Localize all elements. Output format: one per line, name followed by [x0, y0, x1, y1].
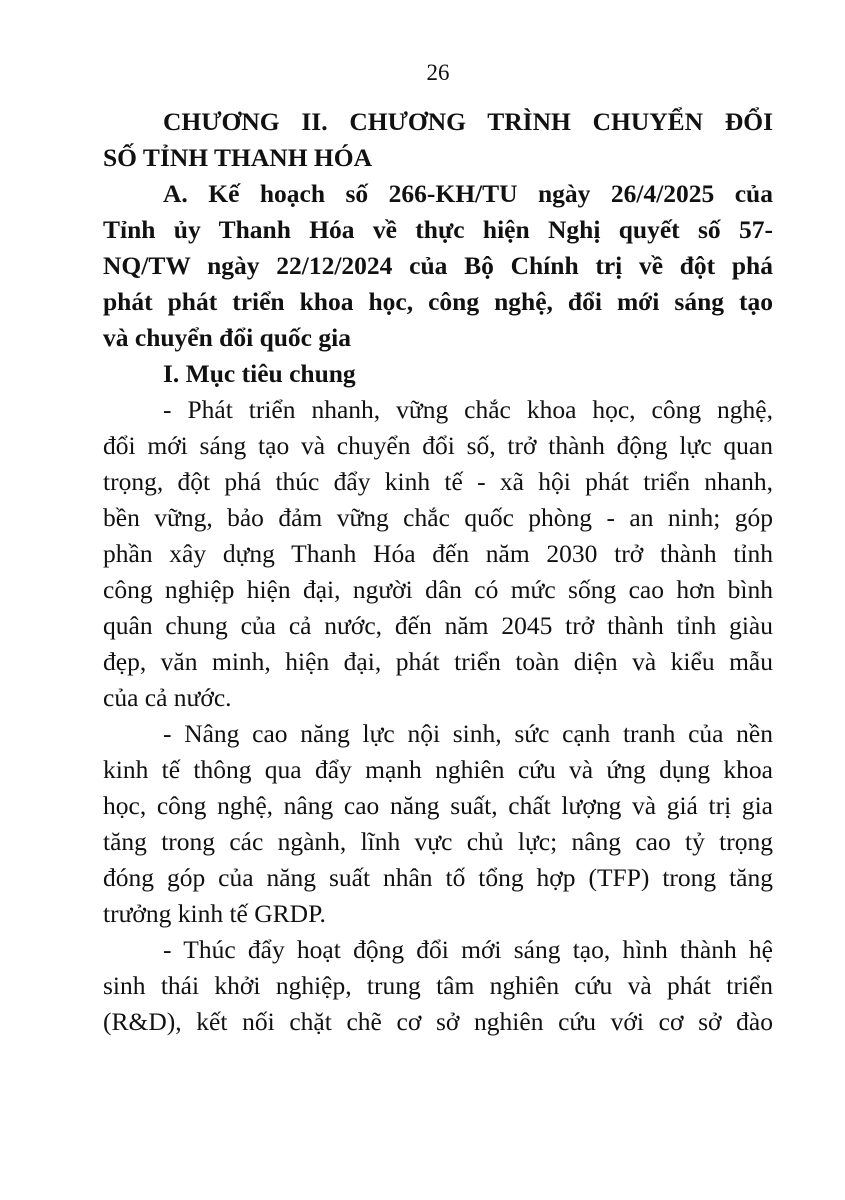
- paragraph: [103, 716, 773, 932]
- paragraph-line: của cả nước.: [103, 683, 232, 712]
- section-heading-line: và chuyển đổi quốc gia: [103, 323, 351, 352]
- section-heading-line: A. Kế hoạch số 266-KH/TU ngày 26/4/2025 của: [163, 179, 773, 208]
- paragraph-line: công nghiệp hiện đại, người dân có mức sống cao hơn bình: [103, 575, 773, 604]
- paragraph-line: - Phát triển nhanh, vững chắc khoa học, công nghệ,: [163, 395, 773, 424]
- chapter-heading-line: SỐ TỈNH THANH HÓA: [103, 143, 372, 172]
- paragraph-line: đóng góp của năng suất nhân tố tổng hợp (TFP) trong tăng: [103, 863, 773, 892]
- section-a-heading: [103, 176, 773, 356]
- paragraph-line: kinh tế thông qua đẩy mạnh nghiên cứu và ứng dụng khoa: [103, 755, 773, 784]
- chapter-heading-line: CHƯƠNG II. CHƯƠNG TRÌNH CHUYỂN ĐỔI: [163, 107, 773, 136]
- paragraph-line: - Nâng cao năng lực nội sinh, sức cạnh tranh của nền: [163, 719, 773, 748]
- section-heading-line: NQ/TW ngày 22/12/2024 của Bộ Chính trị về đột phá: [103, 251, 773, 280]
- page-number: 26: [426, 60, 450, 85]
- paragraph: [103, 392, 773, 716]
- paragraph-line: (R&D), kết nối chặt chẽ cơ sở nghiên cứu với cơ sở đào: [103, 1007, 773, 1036]
- section-heading-line: phát phát triển khoa học, công nghệ, đổi mới sáng tạo: [103, 287, 773, 316]
- document-page: [103, 0, 773, 1200]
- paragraph-line: học, công nghệ, nâng cao năng suất, chất lượng và giá trị gia: [103, 791, 773, 820]
- subsection-heading: I. Mục tiêu chung: [163, 359, 356, 388]
- chapter-heading: [103, 104, 773, 176]
- paragraph-line: - Thúc đẩy hoạt động đổi mới sáng tạo, hình thành hệ: [163, 935, 773, 964]
- paragraph-line: tăng trong các ngành, lĩnh vực chủ lực; nâng cao tỷ trọng: [103, 827, 773, 856]
- paragraph-line: quân chung của cả nước, đến năm 2045 trở thành tỉnh giàu: [103, 611, 773, 640]
- page-content: [103, 104, 773, 1040]
- paragraph-line: trưởng kinh tế GRDP.: [103, 899, 326, 928]
- paragraph-line: phần xây dựng Thanh Hóa đến năm 2030 trở thành tỉnh: [103, 539, 773, 568]
- paragraph-line: đổi mới sáng tạo và chuyển đổi số, trở thành động lực quan: [103, 431, 773, 460]
- paragraph-line: bền vững, bảo đảm vững chắc quốc phòng - an ninh; góp: [103, 503, 773, 532]
- section-heading-line: Tỉnh ủy Thanh Hóa về thực hiện Nghị quyết số 57-: [103, 215, 773, 244]
- paragraph: [103, 932, 773, 1040]
- paragraph-line: trọng, đột phá thúc đẩy kinh tế - xã hội phát triển nhanh,: [103, 467, 773, 496]
- paragraph-line: đẹp, văn minh, hiện đại, phát triển toàn diện và kiểu mẫu: [103, 647, 773, 676]
- paragraph-line: sinh thái khởi nghiệp, trung tâm nghiên cứu và phát triển: [103, 971, 773, 1000]
